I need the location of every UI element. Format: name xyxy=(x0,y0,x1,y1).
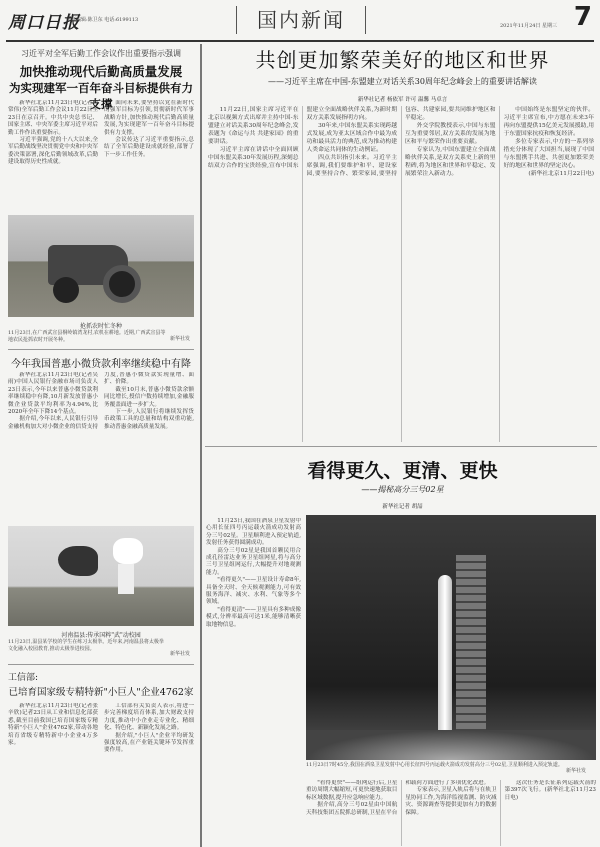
paragraph: 四点共识指引未来。习近平主席强调,我们要维护和平、建设家园,要坚持合作、繁荣家园,要坚持包容、共建家园,要共同维护地区和平稳定。 xyxy=(306,107,496,177)
paragraph: (新华社北京11月22日电) xyxy=(528,171,594,177)
paragraph: 30年来,中国东盟关系实现跨越式发展,成为亚太区域合作中最为成功和最具活力的典范,成为推动构建人类命运共同体的生动例证。 xyxy=(306,123,397,153)
paragraph: 新华社北京11月23日电(记者梅常伟)全军后勤工作会议11月22日至23日在京召开。中共中央总书记、国家主席、中央军委主席习近平对后勤工作作出重要指示。 xyxy=(8,100,98,136)
paragraph: 据介绍,"小巨人"企业平均研发强度较高,在产业链关键环节发挥重要作用。 xyxy=(104,732,194,754)
editor-info: 值班编辑:陈卫东 电话:6199113 xyxy=(66,17,139,23)
article-headline: 为实现建军一百年奋斗目标提供有力支撑 xyxy=(9,81,193,111)
photo-caption-title: 抢抓农时忙冬种 xyxy=(79,323,122,330)
page-number: 7 xyxy=(573,2,592,32)
divider xyxy=(8,349,194,350)
paragraph: 外交学院教授表示,中国与东盟互为重要邻居,双方关系的发展为地区和平与繁荣作出重要贡献。 xyxy=(405,123,496,145)
paragraph: 会议传达了习近平重要指示,总结了全军后勤建设成就经验,部署了下一步工作任务。 xyxy=(104,137,194,158)
article-body xyxy=(306,780,596,846)
section-title: 国内新闻 xyxy=(236,6,366,34)
paragraph: 据介绍,今年以来,人民银行引导金融机构加大对小微企业的信贷支持力度,普惠小微贷款实现量增、面扩、价降。 xyxy=(8,372,194,430)
byline: 新华社记者 杨依军 许可 温馨 马卓言 xyxy=(357,97,448,103)
paragraph: "看得更清"——卫星具有多种成像模式,分辨率最高可达1米,能够清晰获取地物信息。 xyxy=(206,606,301,628)
paragraph: 截至10月末,普惠小微贷款余额同比增长,授信户数持续增加,金融服务覆盖面进一步扩大。 xyxy=(104,386,194,408)
paragraph: 专家认为,中国东盟建立全面战略伙伴关系,是双方关系史上新的里程碑,将为地区和世界和平稳定、发展繁荣注入新动力。 xyxy=(405,147,496,177)
header-rule xyxy=(6,40,594,42)
article-headline: 已培育国家级专精特新"小巨人"企业4762家 xyxy=(8,687,194,698)
divider xyxy=(205,446,597,447)
masthead-logo: 周口日报 xyxy=(8,13,80,33)
article-kicker: 工信部: xyxy=(8,673,39,683)
paragraph: 中国始终是东盟坚定的伙伴。习近平主席宣布,中方愿在未来3年再向东盟提供15亿美元发展援助,用于东盟国家抗疫和恢复经济。 xyxy=(503,107,594,137)
taichi-photo xyxy=(8,526,194,626)
rocket-launch-photo xyxy=(306,515,596,760)
photo-caption: 11月23日,在广西武宣县桐岭镇湾龙村,农机在耕地。近期,广西武宣县等地农民抢抓农时开展冬种。 xyxy=(8,330,166,343)
paragraph: 11月23日,我国在酒泉卫星发射中心用长征四号丙运载火箭成功发射高分三号02星。卫星顺利进入预定轨道,发射任务获得圆满成功。 xyxy=(206,518,301,547)
main-subtitle: ——习近平主席在中国-东盟建立对话关系30周年纪念峰会上的重要讲话解读 xyxy=(268,77,537,86)
article-kicker: 习近平对全军后勤工作会议作出重要指示强调 xyxy=(21,49,181,58)
photo-caption: 11月23日,温县某学校的学生在练习太极拳。近年来,河南温县将太极拳文化融入校园教育,推动太极拳进校园。 xyxy=(8,639,164,652)
paragraph: 新华社北京11月23日电(记者张辛欣)记者23日从工业和信息化部获悉,截至目前我国已培育国家级专精特新"小巨人"企业4762家,带动各地培育省级专精特新中小企业4万多家。 xyxy=(8,703,98,747)
article-headline: 今年我国普惠小微贷款利率继续稳中有降 xyxy=(11,359,191,370)
article-body xyxy=(8,703,194,845)
paragraph: 面向未来,要坚持以党在新时代的强军目标为引领,贯彻新时代军事战略方针,加快推动现代后勤高质量发展,为实现建军一百年奋斗目标提供有力支撑。 xyxy=(104,100,194,136)
article-headline: 加快推动现代后勤高质量发展 xyxy=(19,64,183,79)
paragraph: 下一步,人民银行将继续发挥货币政策工具的总量和结构双重功能,推动普惠金融高质量发展。 xyxy=(104,409,194,430)
column-divider xyxy=(200,44,202,847)
paragraph: 新华社北京11月23日电(记者吴雨)中国人民银行金融市场司负责人23日表示,今年以来普惠小微贷款利率继续稳中有降,10月新发放普惠小微企业贷款平均利率为4.94%,比2020年全年下降14个基点。 xyxy=(8,372,98,416)
paragraph: 这次任务是长征系列运载火箭的第397次飞行。(新华社北京11月23日电) xyxy=(504,780,596,801)
photo-credit: 新华社发 xyxy=(170,336,191,342)
paragraph: 据介绍,高分三号02星由中国航天科技集团五院抓总研制,卫星在平台和载荷方面进行了多项优化改进。 xyxy=(306,780,490,816)
paragraph: 多位专家表示,中方的一系列举措充分体现了大国担当,展现了中国与东盟携手共进、共创更加繁荣美好的地区和世界的坚定决心。 xyxy=(503,139,594,169)
photo-credit: 新华社发 xyxy=(170,651,191,657)
paragraph: 习近平强调,党的十八大以来,全军后勤战线坚决贯彻党中央和中央军委决策部署,深化后勤领域改革,后勤建设取得历史性成就。 xyxy=(8,137,98,166)
paragraph: 11月22日,国家主席习近平在北京以视频方式出席并主持中国-东盟建立对话关系30周年纪念峰会,发表题为《命运与共 共建家园》的重要讲话。 xyxy=(208,107,299,145)
article-body xyxy=(8,100,194,212)
article-body xyxy=(206,518,301,843)
photo-credit: 新华社发 xyxy=(566,768,587,774)
article-body xyxy=(8,372,194,522)
paragraph: 专家表示,卫星入轨后将与在轨卫星协同工作,为海洋监视监测、防灾减灾、资源调查等提供更加有力的数据保障。 xyxy=(405,787,497,816)
issue-date: 2021年11月24日 星期三 xyxy=(500,23,558,29)
paragraph: 工信部有关负责人表示,将进一步完善梯度培育体系,加大财政支持力度,推动中小企业走专业化、精细化、特色化、新颖化发展之路。 xyxy=(104,703,194,732)
paragraph: 高分三号02星是我国首颗民用合成孔径雷达业务卫星组网星,将与高分三号卫星组网运行,大幅提升对地观测能力。 xyxy=(206,547,301,576)
paragraph: 习近平主席在讲话中全面回顾中国东盟关系30年发展历程,深刻总结双方合作的宝贵经验,宣布中国东盟建立全面战略伙伴关系,为新时期双方关系发展指明方向。 xyxy=(208,107,397,169)
main-headline: 共创更加繁荣美好的地区和世界 xyxy=(255,48,550,72)
main-headline: 看得更久、更清、更快 xyxy=(307,460,498,482)
tractor-photo xyxy=(8,215,194,317)
photo-caption-title: 河南温县:传承国粹"武"动校园 xyxy=(61,632,141,639)
paragraph: "看得更久"——卫星设计寿命8年,具备全天时、全天候观测能力,可有效服务海洋、减灾、水利、气象等多个领域。 xyxy=(206,577,301,606)
paragraph: "看得更快"——组网运行后,卫星重访周期大幅缩短,可更快速地获取目标区域数据,提升应急响应能力。 xyxy=(306,780,398,801)
byline: 新华社记者 胡喆 xyxy=(382,504,423,510)
divider xyxy=(8,664,194,665)
photo-caption: 11月23日7时45分,我国在酒泉卫星发射中心用长征四号丙运载火箭成功发射高分三号02星,卫星顺利进入预定轨道。 xyxy=(306,762,563,768)
main-subtitle: ——揭秘高分三号02星 xyxy=(361,485,444,494)
article-body xyxy=(208,106,594,442)
